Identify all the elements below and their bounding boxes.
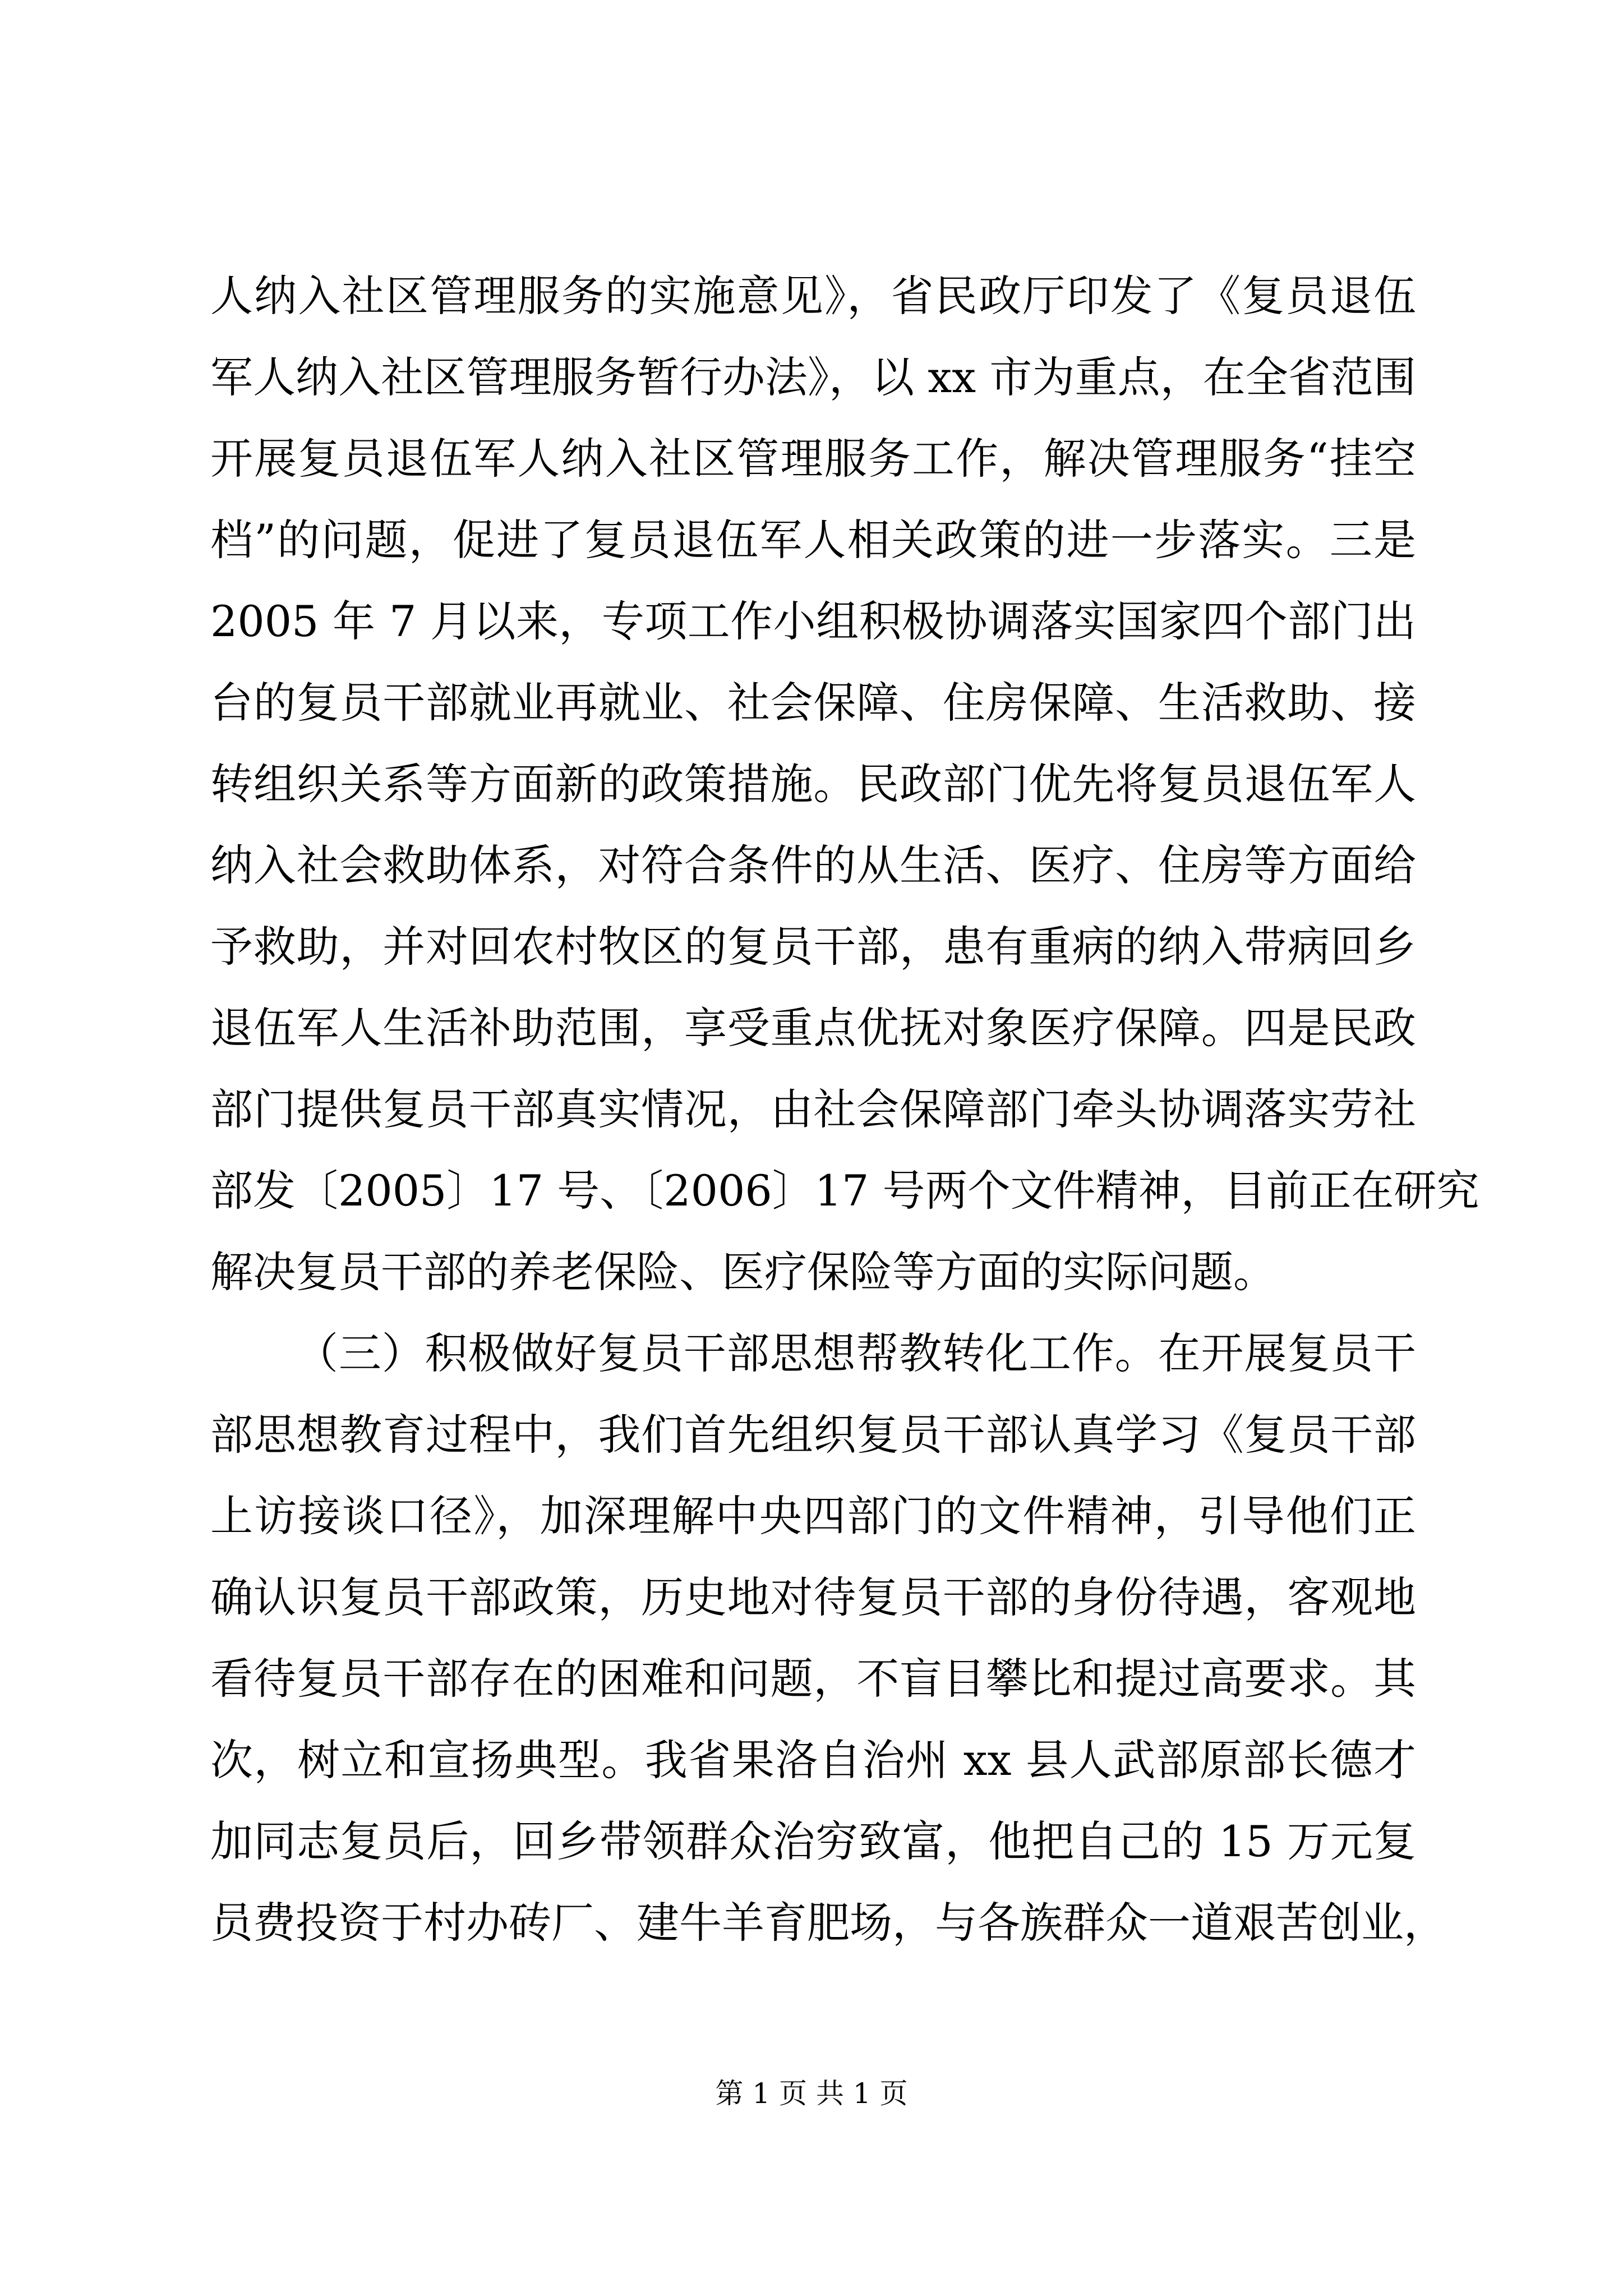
text-line: 员费投资于村办砖厂、建牛羊育肥场，与各族群众一道艰苦创业， <box>210 1898 1446 1948</box>
text-line: 人纳入社区管理服务的实施意见》，省民政厅印发了《复员退伍 <box>210 271 1416 321</box>
text-line: 予救助，并对回农村牧区的复员干部，患有重病的纳入带病回乡 <box>210 922 1416 972</box>
text-line: 次，树立和宣扬典型。我省果洛自治州 xx 县人武部原部长德才 <box>210 1735 1416 1785</box>
paragraph-heading-line: （三）积极做好复员干部思想帮教转化工作。在开展复员干 <box>296 1328 1416 1378</box>
text-line: 退伍军人生活补助范围，享受重点优抚对象医疗保障。四是民政 <box>210 1003 1416 1053</box>
page-number-label: 第 1 页 共 1 页 <box>715 2077 908 2110</box>
text-line: 转组织关系等方面新的政策措施。民政部门优先将复员退伍军人 <box>210 759 1416 809</box>
text-line: 台的复员干部就业再就业、社会保障、住房保障、生活救助、接 <box>210 678 1416 728</box>
text-line: 部思想教育过程中，我们首先组织复员干部认真学习《复员干部 <box>210 1410 1416 1460</box>
text-line: 解决复员干部的养老保险、医疗保险等方面的实际问题。 <box>210 1247 1276 1297</box>
text-line: 看待复员干部存在的困难和问题，不盲目攀比和提过高要求。其 <box>210 1654 1416 1704</box>
text-line: 军人纳入社区管理服务暂行办法》，以 xx 市为重点，在全省范围 <box>210 352 1416 402</box>
page-footer <box>0 2077 1623 2110</box>
text-line: 2005 年 7 月以来，专项工作小组积极协调落实国家四个部门出 <box>210 596 1416 646</box>
text-line: 部门提供复员干部真实情况，由社会保障部门牵头协调落实劳社 <box>210 1084 1416 1134</box>
text-line: 纳入社会救助体系，对符合条件的从生活、医疗、住房等方面给 <box>210 840 1416 890</box>
text-line: 确认识复员干部政策，历史地对待复员干部的身份待遇，客观地 <box>210 1572 1416 1622</box>
text-line: 开展复员退伍军人纳入社区管理服务工作，解决管理服务“挂空 <box>210 434 1416 484</box>
text-line: 上访接谈口径》，加深理解中央四部门的文件精神，引导他们正 <box>210 1491 1416 1541</box>
text-line: 档”的问题，促进了复员退伍军人相关政策的进一步落实。三是 <box>210 515 1416 565</box>
text-line: 加同志复员后，回乡带领群众治穷致富，他把自己的 15 万元复 <box>210 1816 1416 1866</box>
text-line: 部发〔2005〕17 号、〔2006〕17 号两个文件精神，目前正在研究 <box>210 1166 1479 1216</box>
